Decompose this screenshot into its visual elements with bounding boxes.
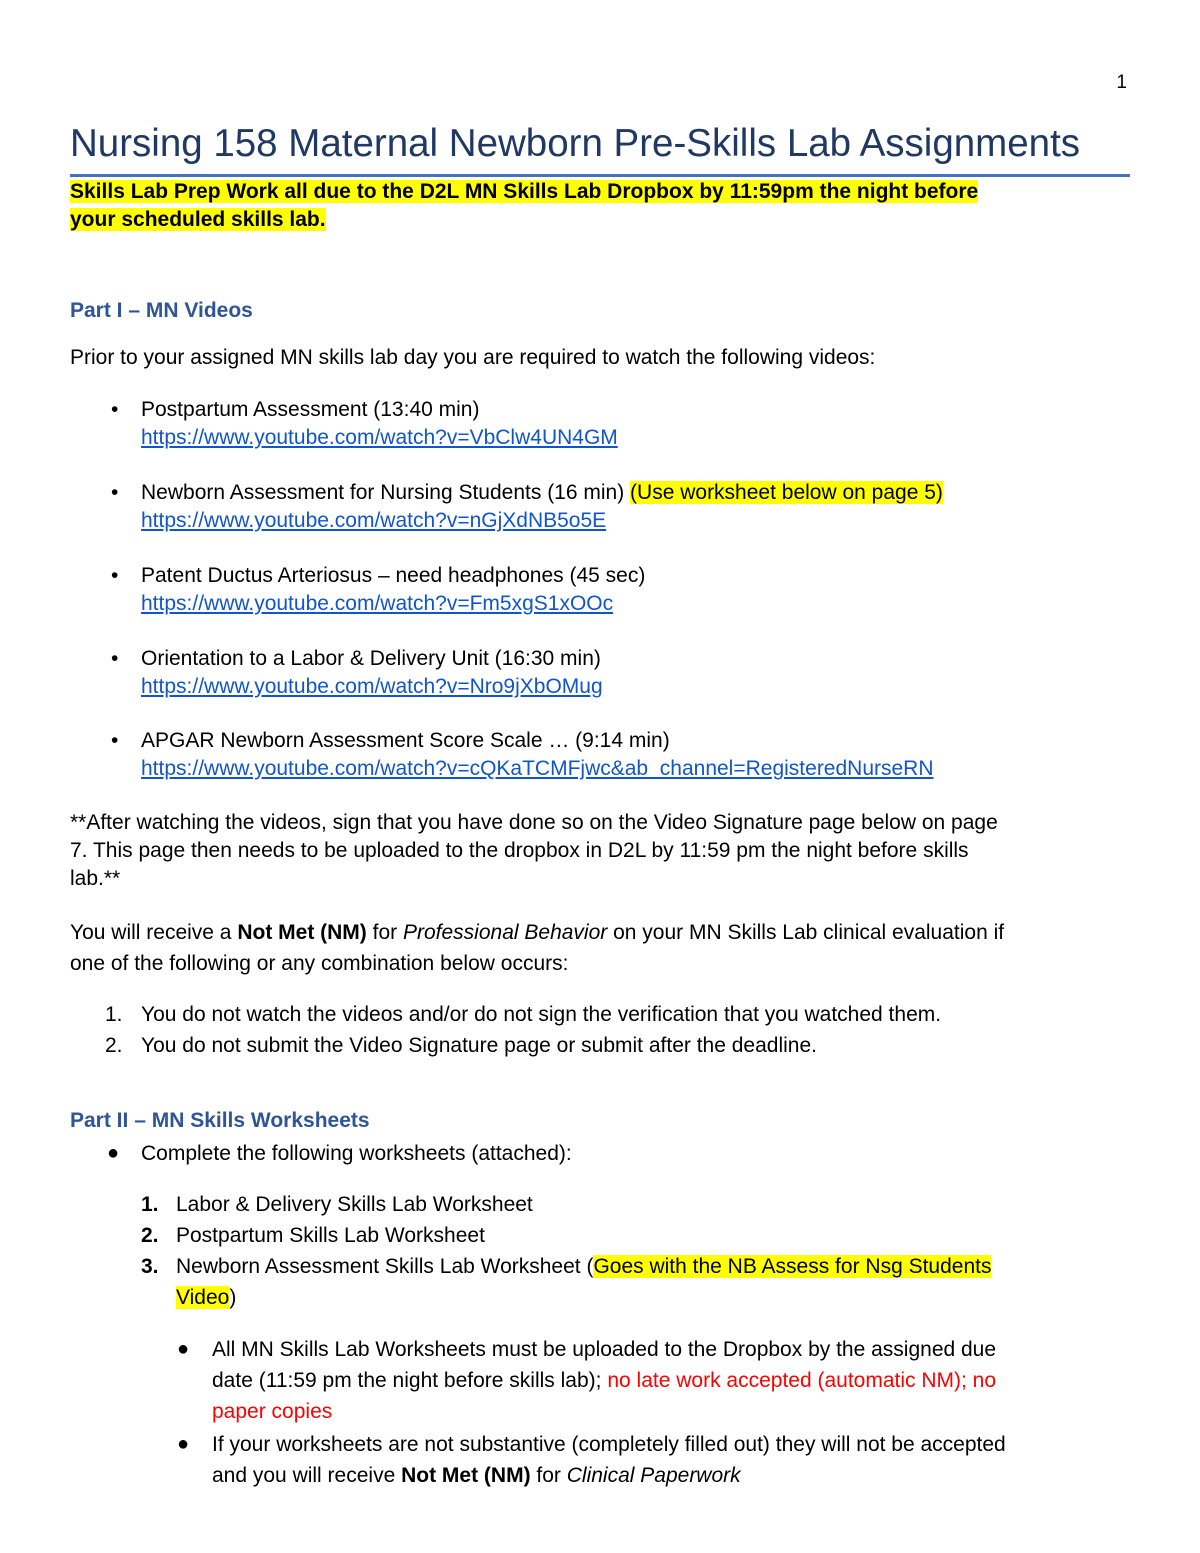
nm-warning-bold: Not Met (NM) bbox=[237, 921, 367, 944]
part-2-intro-text: Complete the following worksheets (attached): bbox=[141, 1142, 572, 1165]
rule-item bbox=[177, 1334, 1112, 1427]
rule-text: date (11:59 pm the night before skills lab); bbox=[212, 1369, 608, 1392]
bullet-icon: ● bbox=[177, 1433, 190, 1455]
video-item bbox=[111, 396, 1131, 452]
due-notice bbox=[70, 178, 1130, 234]
signature-note-line-3: lab.** bbox=[70, 867, 121, 890]
signature-note-line-2: 7. This page then needs to be uploaded to the dropbox in D2L by 11:59 pm the night before skills bbox=[70, 839, 969, 862]
video-item bbox=[111, 479, 1131, 535]
bullet-icon: • bbox=[111, 647, 119, 670]
worksheet-item bbox=[141, 1189, 533, 1220]
title-underline bbox=[70, 174, 1130, 177]
document-title: Nursing 158 Maternal Newborn Pre-Skills Lab Assignments bbox=[70, 122, 1081, 165]
video-title: APGAR Newborn Assessment Score Scale … (9:14 min) bbox=[141, 729, 670, 752]
worksheet-item bbox=[141, 1251, 1106, 1313]
rule-warning-text: paper copies bbox=[212, 1400, 333, 1423]
list-marker: 3. bbox=[141, 1255, 159, 1278]
rule-item bbox=[177, 1429, 1112, 1491]
worksheet-text: ) bbox=[229, 1286, 237, 1309]
part-2-heading: Part II – MN Skills Worksheets bbox=[70, 1109, 370, 1132]
nm-warning bbox=[70, 917, 1130, 979]
rule-text: and you will receive bbox=[212, 1464, 402, 1487]
nm-warning-italic: Professional Behavior bbox=[402, 921, 608, 944]
rule-bold-text: Not Met (NM) bbox=[401, 1464, 531, 1487]
video-title: Postpartum Assessment (13:40 min) bbox=[141, 398, 480, 421]
video-item bbox=[111, 727, 1131, 783]
condition-text: You do not submit the Video Signature page or submit after the deadline. bbox=[141, 1034, 817, 1057]
nm-warning-text: for bbox=[366, 921, 403, 944]
video-link[interactable]: https://www.youtube.com/watch?v=nGjXdNB5o5E bbox=[141, 509, 607, 532]
bullet-icon: • bbox=[111, 564, 119, 587]
signature-note-line-1: **After watching the videos, sign that you have done so on the Video Signature page below on page bbox=[70, 811, 998, 834]
bullet-icon: • bbox=[111, 729, 119, 752]
bullet-icon: ● bbox=[177, 1338, 190, 1360]
rule-warning-text: no late work accepted (automatic NM); no bbox=[607, 1369, 997, 1392]
nm-warning-line-2: one of the following or any combination below occurs: bbox=[70, 952, 569, 975]
video-link[interactable]: https://www.youtube.com/watch?v=Fm5xgS1xOOc bbox=[141, 592, 614, 615]
worksheet-note: Video bbox=[176, 1286, 230, 1309]
due-notice-line-2: your scheduled skills lab. bbox=[70, 208, 326, 231]
video-link[interactable]: https://www.youtube.com/watch?v=Nro9jXbOMug bbox=[141, 675, 603, 698]
list-marker: 2. bbox=[105, 1034, 123, 1057]
video-title: Orientation to a Labor & Delivery Unit (16:30 min) bbox=[141, 647, 601, 670]
rule-text: All MN Skills Lab Worksheets must be uploaded to the Dropbox by the assigned due bbox=[212, 1338, 997, 1361]
condition-item bbox=[105, 1030, 817, 1061]
video-title: Patent Ductus Arteriosus – need headphones (45 sec) bbox=[141, 564, 646, 587]
part-2-intro bbox=[107, 1138, 572, 1169]
video-item bbox=[111, 562, 1131, 618]
due-notice-line-1: Skills Lab Prep Work all due to the D2L MN Skills Lab Dropbox by 11:59pm the night before bbox=[70, 180, 979, 203]
video-link[interactable]: https://www.youtube.com/watch?v=VbClw4UN4GM bbox=[141, 426, 618, 449]
rule-text: for bbox=[530, 1464, 567, 1487]
video-item bbox=[111, 645, 1131, 701]
condition-item bbox=[105, 999, 942, 1030]
page-number: 1 bbox=[1116, 72, 1127, 93]
worksheet-text: Postpartum Skills Lab Worksheet bbox=[176, 1224, 485, 1247]
worksheet-text: Labor & Delivery Skills Lab Worksheet bbox=[176, 1193, 533, 1216]
worksheet-text: Newborn Assessment Skills Lab Worksheet ( bbox=[176, 1255, 594, 1278]
worksheet-item bbox=[141, 1220, 485, 1251]
list-marker: 2. bbox=[141, 1224, 159, 1247]
video-note: (Use worksheet below on page 5) bbox=[630, 481, 943, 504]
worksheet-note: Goes with the NB Assess for Nsg Students bbox=[593, 1255, 992, 1278]
bullet-icon: ● bbox=[107, 1142, 120, 1164]
rule-italic-text: Clinical Paperwork bbox=[566, 1464, 741, 1487]
bullet-icon: • bbox=[111, 398, 119, 421]
bullet-icon: • bbox=[111, 481, 119, 504]
signature-note bbox=[70, 809, 1130, 893]
list-marker: 1. bbox=[105, 1003, 123, 1026]
video-link[interactable]: https://www.youtube.com/watch?v=cQKaTCMFjwc&ab_channel=RegisteredNurseRN bbox=[141, 757, 934, 780]
nm-warning-text: on your MN Skills Lab clinical evaluation if bbox=[607, 921, 1005, 944]
nm-warning-text: You will receive a bbox=[70, 921, 238, 944]
list-marker: 1. bbox=[141, 1193, 159, 1216]
part-1-heading: Part I – MN Videos bbox=[70, 299, 253, 322]
video-title: Newborn Assessment for Nursing Students (16 min) bbox=[141, 481, 631, 504]
rule-text: If your worksheets are not substantive (completely filled out) they will not be accepted bbox=[212, 1433, 1006, 1456]
condition-text: You do not watch the videos and/or do not sign the verification that you watched them. bbox=[141, 1003, 942, 1026]
part-1-intro: Prior to your assigned MN skills lab day you are required to watch the following videos: bbox=[70, 346, 876, 369]
